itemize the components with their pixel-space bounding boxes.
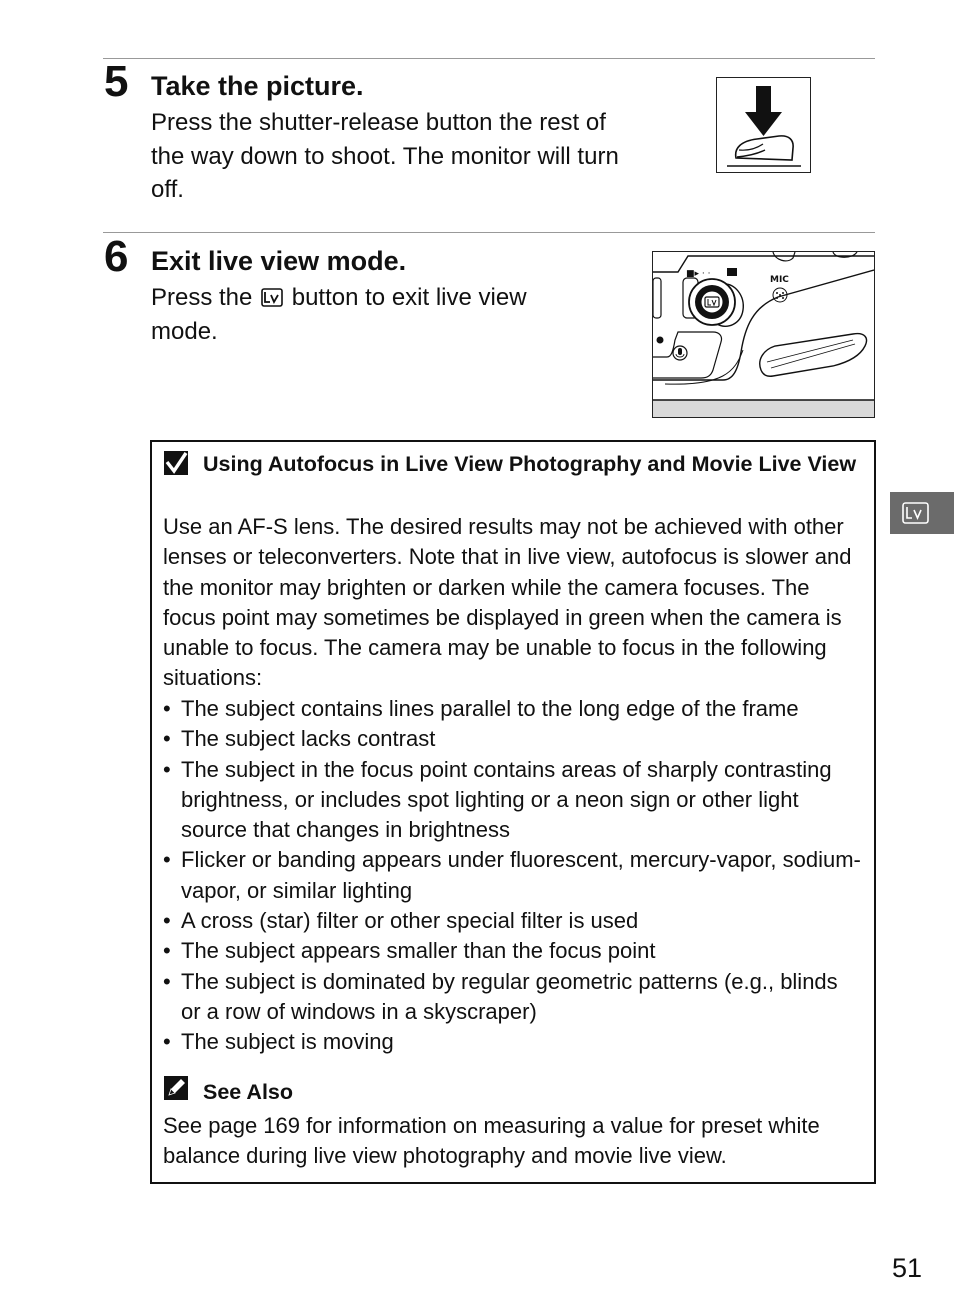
step-6-number: 6 <box>104 232 129 281</box>
step-6-body <box>151 281 581 348</box>
camera-lv-button-figure <box>652 251 875 418</box>
live-view-chapter-tab <box>890 492 954 534</box>
page-number: 51 <box>892 1253 923 1283</box>
list-item: • The subject contains lines parallel to the long edge of the frame <box>163 694 863 724</box>
checkmark-note-icon <box>163 450 189 476</box>
autofocus-note-body: Use an AF-S lens. The desired results may not be achieved with other lenses or teleconverters. Note that in live view, autofocus is slower and the monitor may brighten or darken while the camera focuses. The focus point may sometimes be displayed in green when the camera is unable to focus. The camera may be unable to focus in the following situations: <box>163 514 852 691</box>
step-5-number: 5 <box>104 57 129 106</box>
step-5-title: Take the picture. <box>151 71 364 101</box>
lv-button-icon <box>261 283 283 302</box>
see-also-title: See Also <box>203 1080 294 1104</box>
pencil-note-icon <box>163 1075 189 1101</box>
list-item: • The subject is dominated by regular geometric patterns (e.g., blinds or a row of windows in a skyscraper) <box>163 967 863 1028</box>
list-item: • The subject is moving <box>163 1027 863 1057</box>
shutter-press-figure <box>716 77 811 173</box>
list-item: • The subject in the focus point contains areas of sharply contrasting brightness, or includes spot lighting or a neon sign or other light source that changes in brightness <box>163 755 863 846</box>
step-6-divider <box>103 232 875 233</box>
mic-label: MIC <box>770 275 789 285</box>
list-item: • A cross (star) filter or other special filter is used <box>163 906 863 936</box>
step-6-body-before: Press the <box>151 284 253 311</box>
lv-tab-icon <box>890 492 954 534</box>
notes-box <box>150 440 876 1184</box>
list-item: • The subject appears smaller than the focus point <box>163 936 863 966</box>
camera-back-illustration <box>653 252 874 417</box>
shutter-press-icon <box>717 78 810 172</box>
list-item: • Flicker or banding appears under fluorescent, mercury-vapor, sodium-vapor, or similar lighting <box>163 845 863 906</box>
autofocus-situations-list <box>163 694 863 1058</box>
step-6-body-after: button to exit live view mode. <box>151 284 527 345</box>
step-5-divider <box>103 58 875 59</box>
step-6-title: Exit live view mode. <box>151 246 407 276</box>
svg-text:■▸ · ·: ■▸ · · <box>686 269 711 279</box>
list-item: • The subject lacks contrast <box>163 724 863 754</box>
autofocus-note-title: Using Autofocus in Live View Photography and Movie Live View <box>203 452 857 476</box>
see-also-body: See page 169 for information on measuring a value for preset white balance during live view photography and movie live view. <box>163 1113 820 1169</box>
step-5-body: Press the shutter-release button the rest of the way down to shoot. The monitor will turn off. <box>151 109 619 203</box>
